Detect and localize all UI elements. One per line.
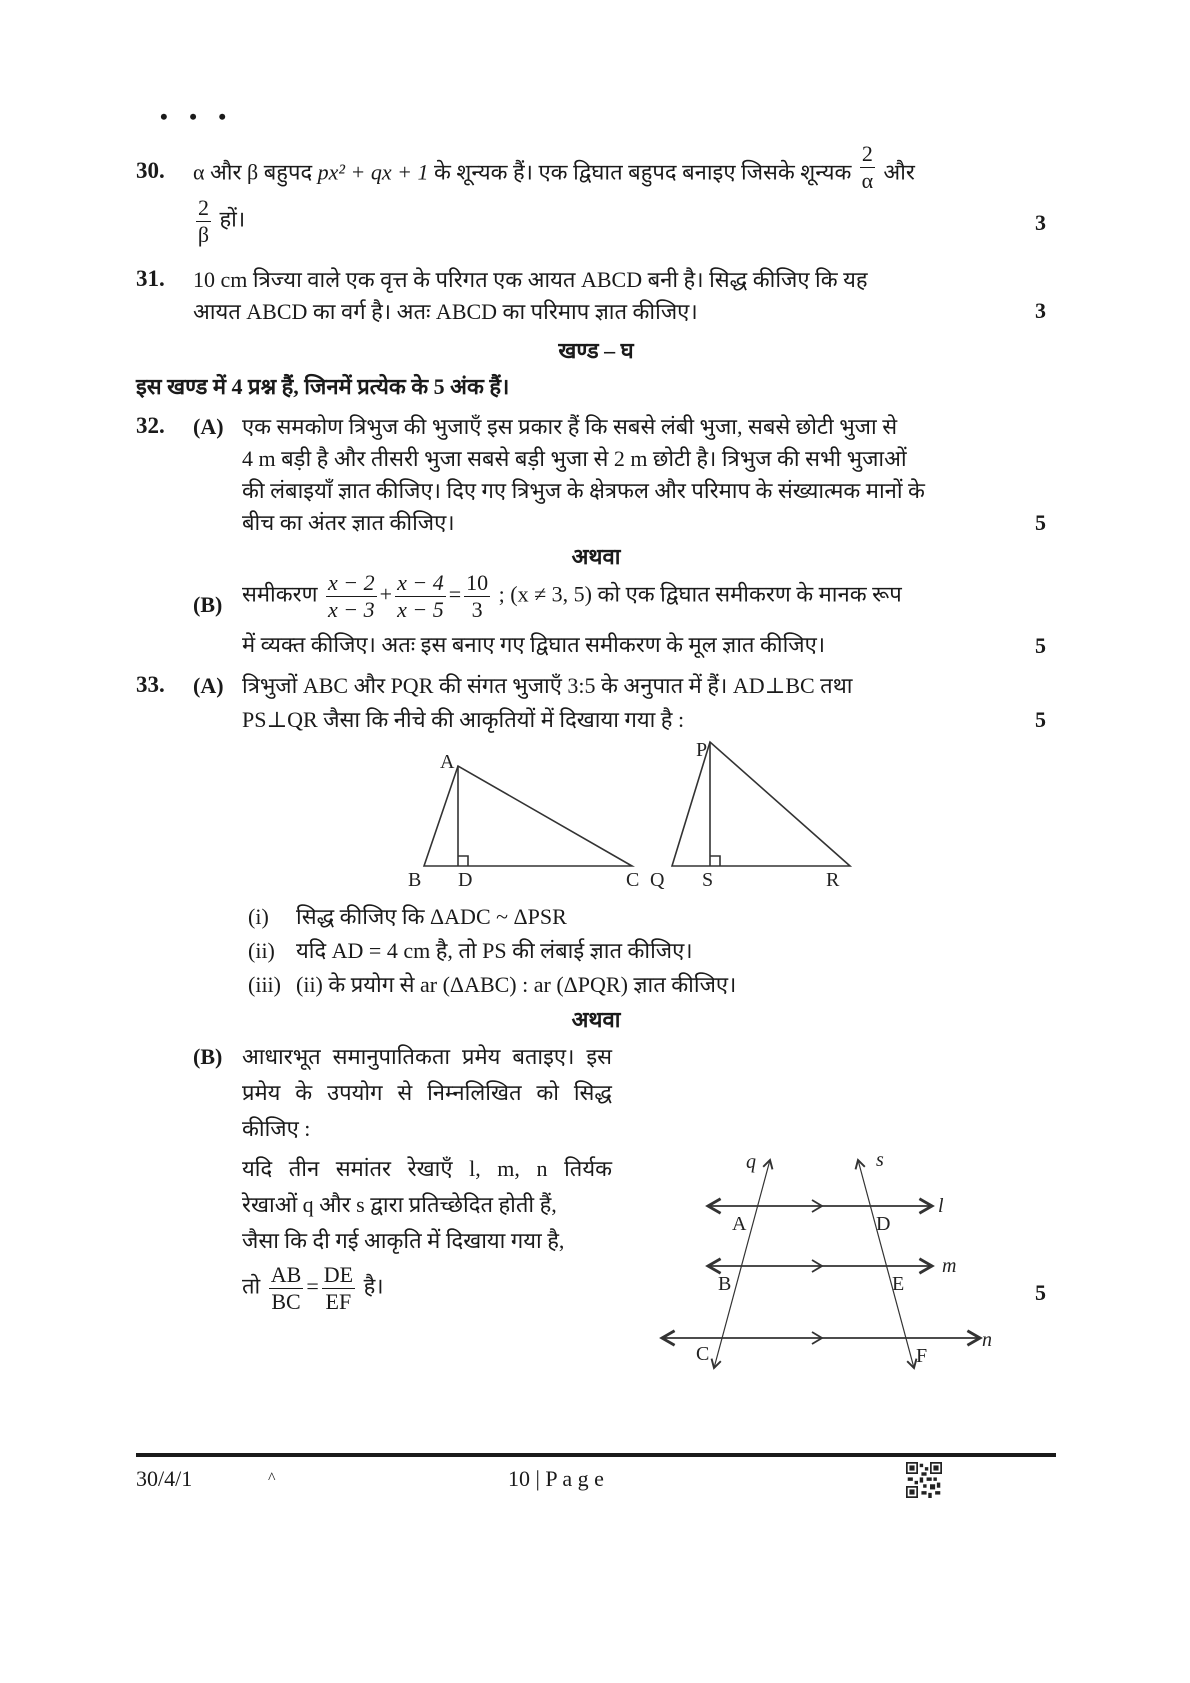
q32-a-line-3: की लंबाइयाँ ज्ञात कीजिए। दिए गए त्रिभुज के क्षेत्रफल और परिमाप के संख्यात्मक मानों के: [242, 478, 925, 503]
q30-and: और: [883, 159, 915, 185]
q33-b-line-2: प्रमेय के उपयोग से निम्नलिखित को सिद्ध: [242, 1080, 612, 1105]
triangles-figure: [400, 730, 880, 890]
marks-q31: 3: [1035, 298, 1046, 323]
label-D: D: [458, 869, 473, 890]
q33-sub-ii-label: (ii): [248, 938, 275, 963]
q32-option-a-label: (A): [193, 414, 224, 439]
q32-b-line-2: में व्यक्त कीजिए। अतः इस बनाए गए द्विघात समीकरण के मूल ज्ञात कीजिए।: [242, 632, 826, 657]
q30-polynomial: px² + qx + 1: [317, 159, 429, 185]
eq-condition: ; (x ≠ 3, 5): [498, 581, 592, 607]
question-number-31: 31.: [136, 266, 165, 291]
q30-tail: हों।: [219, 206, 246, 232]
question-31-line-2: आयत ABCD का वर्ग है। अतः ABCD का परिमाप ज्ञात कीजिए।: [193, 299, 698, 324]
label-D2: D: [876, 1213, 891, 1235]
q33-sub-i-text: सिद्ध कीजिए कि ΔADC ~ ΔPSR: [296, 904, 567, 929]
q32-option-b-label: (B): [193, 592, 223, 617]
section-title: खण्ड – घ: [558, 338, 634, 363]
q33-b-final-pre: तो: [242, 1273, 261, 1299]
q33-a-line-1: त्रिभुजों ABC और PQR की संगत भुजाएँ 3:5 के अनुपात में हैं। AD⊥BC तथा: [242, 673, 853, 698]
label-B: B: [408, 869, 422, 890]
qr-code-icon: [906, 1462, 942, 1498]
q33-b-final-line: [242, 1262, 384, 1315]
ratio-equals: =: [306, 1273, 319, 1299]
marks-q32-b: 5: [1035, 633, 1046, 658]
label-q: q: [746, 1151, 756, 1173]
q30-fraction-2-alpha: $\frac{2}{\alpha}$: [861, 141, 874, 193]
q32-b-word: समीकरण: [242, 581, 318, 607]
q33-b-line-5: रेखाओं q और s द्वारा प्रतिच्छेदित होती हैं,: [242, 1192, 557, 1217]
transversal-q: [714, 1160, 770, 1368]
label-l: l: [938, 1195, 944, 1217]
q32-or: अथवा: [571, 544, 621, 569]
q33-b-line-3: कीजिए :: [242, 1116, 311, 1141]
question-31-line-1: 10 cm त्रिज्या वाले एक वृत्त के परिगत एक आयत ABCD बनी है। सिद्ध कीजिए कि यह: [193, 267, 868, 292]
section-instruction: इस खण्ड में 4 प्रश्न हैं, जिनमें प्रत्येक के 5 अंक हैं।: [136, 374, 510, 399]
label-F2: F: [916, 1345, 928, 1367]
paper-code: 30/4/1: [136, 1466, 193, 1491]
eq-equals: =: [448, 581, 462, 607]
q33-b-line-6: जैसा कि दी गई आकृति में दिखाया गया है,: [242, 1228, 565, 1253]
label-E2: E: [892, 1273, 905, 1295]
label-A: A: [440, 751, 455, 773]
q33-sub-iii-text: (ii) के प्रयोग से ar (ΔABC) : ar (ΔPQR) ज्ञात कीजिए।: [296, 972, 737, 997]
caret-mark: ^: [268, 1470, 276, 1487]
ratio-ab-bc: $\frac{AB}{BC}$: [270, 1262, 302, 1314]
label-S: S: [702, 869, 714, 890]
question-30-line-2: [193, 195, 245, 248]
q33-b-final-post: है।: [363, 1273, 384, 1299]
marks-q33-a: 5: [1035, 707, 1046, 732]
question-30-line-1: [193, 141, 1013, 194]
q33-a-line-2: PS⊥QR जैसा कि नीचे की आकृतियों में दिखाया गया है :: [242, 707, 685, 732]
label-A2: A: [732, 1213, 747, 1235]
eq-fraction-2: $\frac{x - 4}{x - 5}$: [397, 570, 444, 622]
question-number-33: 33.: [136, 672, 165, 697]
question-number-32: 32.: [136, 413, 165, 438]
marks-q30: 3: [1035, 210, 1046, 235]
parallel-lines-figure: [640, 1140, 1020, 1380]
eq-fraction-3: $\frac{10}{3}$: [466, 570, 489, 622]
q32-b-line-1: [242, 570, 1032, 623]
q30-text-a: α और β बहुपद: [193, 159, 313, 185]
ratio-de-ef: $\frac{DE}{EF}$: [323, 1262, 354, 1314]
eq-plus: +: [379, 581, 393, 607]
continuation-dots: • • •: [160, 104, 235, 129]
label-m: m: [942, 1255, 957, 1277]
footer-rule: [136, 1453, 1056, 1457]
q33-or: अथवा: [571, 1007, 621, 1032]
label-Q: Q: [650, 869, 665, 890]
question-number-30: 30.: [136, 158, 165, 183]
label-C: C: [626, 869, 640, 890]
q32-a-line-4: बीच का अंतर ज्ञात कीजिए।: [242, 510, 455, 535]
q33-b-line-1: आधारभूत समानुपातिकता प्रमेय बताइए। इस: [242, 1044, 612, 1069]
marks-q33-b: 5: [1035, 1280, 1046, 1305]
q30-text-b: के शून्यक हैं। एक द्विघात बहुपद बनाइए जिसके शून्यक: [433, 159, 852, 185]
q33-option-a-label: (A): [193, 673, 224, 698]
transversal-s: [858, 1160, 914, 1368]
q32-b-line-1-tail: को एक द्विघात समीकरण के मानक रूप: [597, 581, 902, 607]
label-R: R: [826, 869, 840, 890]
q33-sub-iii-label: (iii): [248, 972, 281, 997]
q32-a-line-1: एक समकोण त्रिभुज की भुजाएँ इस प्रकार हैं कि सबसे लंबी भुजा, सबसे छोटी भुजा से: [242, 414, 898, 439]
q33-sub-ii-text: यदि AD = 4 cm है, तो PS की लंबाई ज्ञात कीजिए।: [296, 938, 693, 963]
q33-sub-i-label: (i): [248, 904, 269, 929]
label-s: s: [876, 1149, 884, 1171]
label-B2: B: [718, 1273, 732, 1295]
label-C2: C: [696, 1343, 710, 1365]
eq-fraction-1: $\frac{x - 2}{x - 3}$: [328, 570, 375, 622]
marks-q32-a: 5: [1035, 510, 1046, 535]
q32-a-line-2: 4 m बड़ी है और तीसरी भुजा सबसे बड़ी भुजा से 2 m छोटी है। त्रिभुज की सभी भुजाओं: [242, 446, 907, 471]
page-number: 10 | P a g e: [508, 1466, 604, 1491]
q33-option-b-label: (B): [193, 1044, 223, 1069]
q33-b-line-4: यदि तीन समांतर रेखाएँ l, m, n तिर्यक: [242, 1156, 612, 1181]
label-n: n: [982, 1329, 992, 1351]
q30-fraction-2-beta: $\frac{2}{\beta}$: [197, 195, 210, 247]
label-P: P: [696, 739, 708, 761]
